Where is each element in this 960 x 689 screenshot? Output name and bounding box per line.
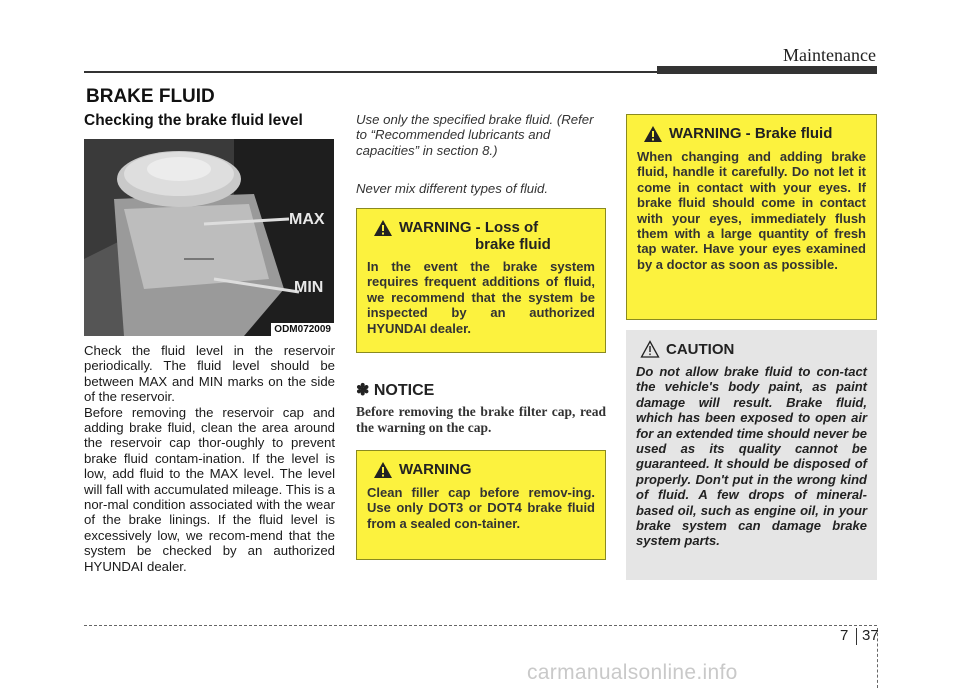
warning-fluid-head bbox=[643, 125, 866, 143]
min-label: MIN bbox=[294, 279, 324, 296]
warning-fluid-box bbox=[626, 114, 877, 320]
caution-box bbox=[626, 330, 877, 580]
warning-loss-box bbox=[356, 208, 606, 353]
warning-cap-label: WARNING bbox=[399, 461, 472, 478]
warning-triangle-icon bbox=[373, 461, 393, 479]
warning-triangle-icon bbox=[643, 125, 663, 143]
brake-reservoir-photo bbox=[84, 139, 334, 336]
warning-fluid-text: When changing and adding brake fluid, handle it carefully. Do not let it come in contact with your eyes. If brake fluid should come in contact with your eyes, immediately flush them with a large quantity of fresh tap water. Have your eyes examined by a doctor as soon as possible. bbox=[637, 149, 866, 272]
page-number: 37 bbox=[862, 627, 879, 644]
photo-code: ODM072009 bbox=[271, 323, 334, 336]
warning-loss-head bbox=[373, 219, 595, 253]
warning-fluid-title: Brake fluid bbox=[754, 125, 833, 142]
reservoir-illustration bbox=[84, 139, 334, 336]
max-label: MAX bbox=[289, 211, 325, 228]
warning-loss-label: WARNING - bbox=[399, 219, 481, 236]
body-paragraph-2: Before removing the reservoir cap and adding brake fluid, clean the area around the reservoir cap thor-oughly to prevent brake fluid contam-ination. If the level is low, add fluid to the MAX level. The level will fall with accumulated mileage. This is a nor-mal condition associated with the wear of the brake linings. If the fluid level is excessively low, we recom-mend that the system be checked by an authorized HYUNDAI dealer. bbox=[84, 404, 335, 574]
caution-triangle-icon bbox=[640, 340, 660, 358]
body-paragraph-1: Check the fluid level in the reservoir periodically. The fluid level should be between MAX and MIN marks on the side of the reservoir. bbox=[84, 343, 335, 405]
watermark: carmanualsonline.info bbox=[527, 661, 738, 684]
warning-fluid-label: WARNING - bbox=[669, 125, 751, 142]
header-section-title: Maintenance bbox=[783, 45, 876, 65]
footer-rule bbox=[84, 625, 877, 626]
caution-label: CAUTION bbox=[666, 340, 735, 358]
caution-head bbox=[640, 340, 867, 358]
notice-text: Before removing the brake filter cap, read the warning on the cap. bbox=[356, 404, 606, 435]
warning-loss-title-2: brake fluid bbox=[475, 236, 551, 253]
warning-triangle-icon bbox=[373, 219, 393, 237]
warning-cap-box bbox=[356, 450, 606, 560]
header-rule bbox=[84, 71, 657, 73]
body-text bbox=[84, 343, 335, 574]
warning-loss-text: In the event the brake system requires frequent additions of fluid, we recommend that the system be inspected by an authorized HYUNDAI dealer. bbox=[367, 259, 595, 336]
sub-title: Checking the brake fluid level bbox=[84, 112, 303, 129]
warning-cap-head bbox=[373, 461, 595, 479]
warning-cap-text: Clean filler cap before remov-ing. Use only DOT3 or DOT4 brake fluid from a sealed con-tainer. bbox=[367, 485, 595, 531]
page-number-divider bbox=[856, 628, 857, 645]
fluid-spec-note: Use only the specified brake fluid. (Refer to “Recommended lubricants and capacities” in section 8.) bbox=[356, 112, 594, 158]
warning-loss-title-1: Loss of bbox=[484, 219, 539, 236]
chapter-number: 7 bbox=[840, 627, 849, 644]
caution-text: Do not allow brake fluid to con-tact the vehicle's body paint, as paint damage will result. Brake fluid, which has been exposed to open air for an extended time should never be used as its quality cannot be guaranteed. It should be disposed of properly. Don't put in the wrong kind of fluid. A few drops of mineral-based oil, such as engine oil, in your brake system can damage brake system parts. bbox=[636, 364, 867, 549]
no-mix-note: Never mix different types of fluid. bbox=[356, 181, 549, 196]
header-bar bbox=[657, 66, 877, 74]
notice-title: ✽ NOTICE bbox=[356, 382, 435, 399]
section-title: BRAKE FLUID bbox=[86, 86, 215, 107]
